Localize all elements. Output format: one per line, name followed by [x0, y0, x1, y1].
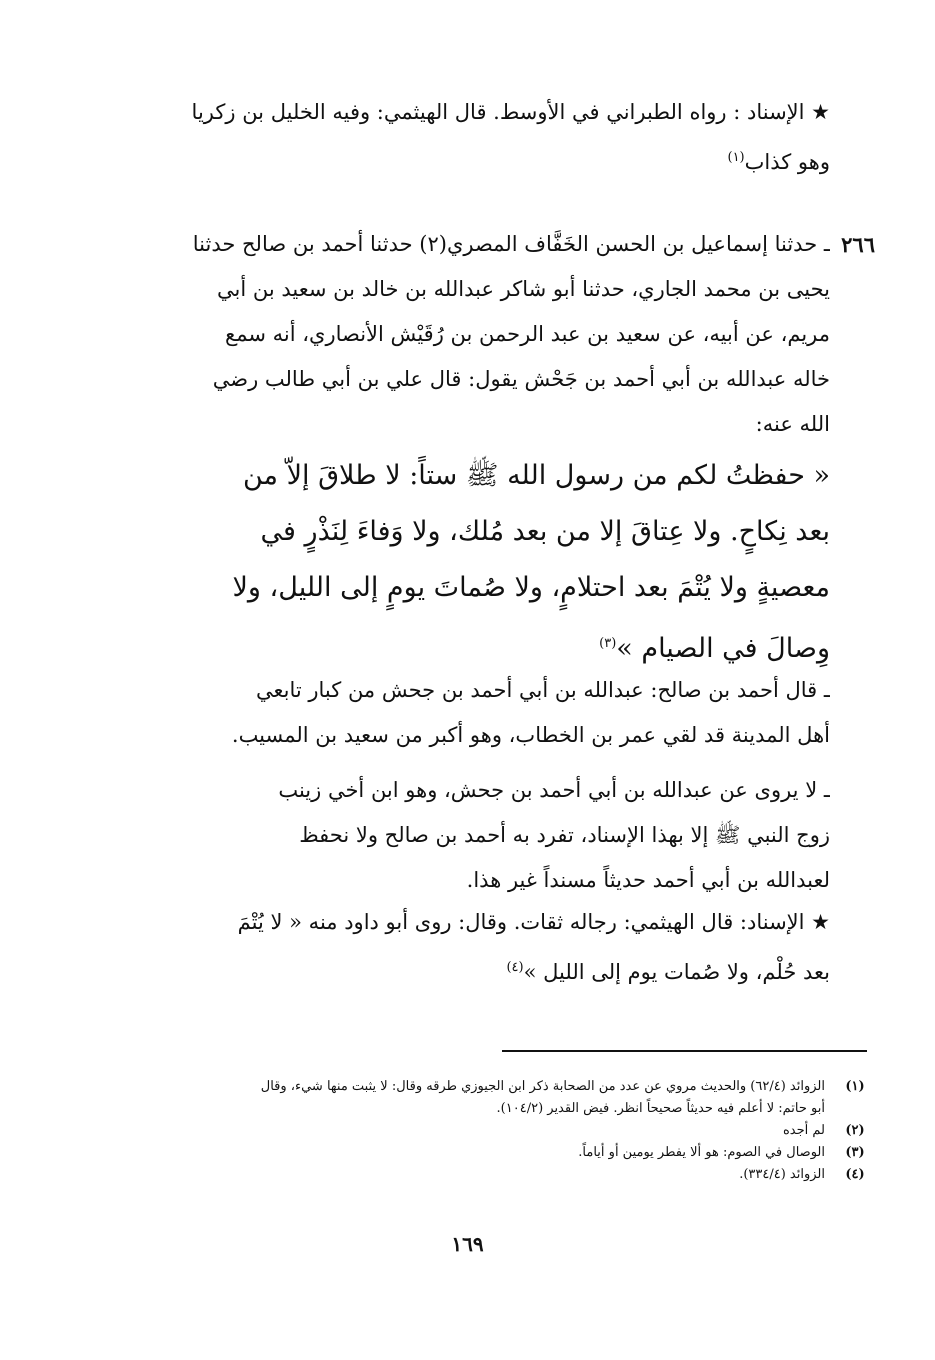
- commentary-1: [130, 668, 830, 758]
- isnad-1-line-1: ★ الإسناد : رواه الطبراني في الأوسط. قال الهيثمي: وفيه الخليل بن زكريا: [191, 100, 830, 124]
- isnad-2-line-1: ★ الإسناد: قال الهيثمي: رجاله ثقات. وقال: روى أبو داود منه « لا يُتْمَ: [237, 910, 830, 934]
- footnote-1-text: الزوائد (٦٢/٤) والحديث مروي عن عدد من الصحابة ذكر ابن الجيوزي طرقه وقال: لا يثبت منها شيء، وقال: [260, 1079, 825, 1094]
- footnote-1: [85, 1076, 875, 1120]
- isnad-1-line-2-text: وهو كذاب: [744, 150, 830, 174]
- footnote-4: [85, 1164, 875, 1186]
- hadith-chain-line-5: الله عنه:: [755, 412, 830, 436]
- footnote-2-number: (٢): [845, 1123, 865, 1138]
- isnad-1-line-2: [130, 135, 830, 185]
- footnote-2: [85, 1120, 875, 1142]
- hadith-text-line-3: معصيةٍ ولا يُتْمَ بعد احتلامٍ، ولا صُماتَ يومٍ إلى الليل، ولا: [232, 572, 830, 603]
- hadith-text-line-2: بعد نِكاحٍ. ولا عِتاقَ إلا من بعد مُلك، ولا وَفاءَ لِنَذْرٍ في: [260, 516, 830, 547]
- footnote-ref-1: (١): [727, 150, 745, 165]
- isnad-note-2: [130, 900, 830, 995]
- hadith-chain-line-4: خاله عبدالله بن أبي أحمد بن جَحْش يقول: قال علي بن أبي طالب رضي: [212, 367, 830, 391]
- footnote-1-number: (١): [845, 1079, 865, 1094]
- footnote-3: [85, 1142, 875, 1164]
- page-number: ١٦٩: [451, 1232, 484, 1256]
- footnotes: [85, 1076, 875, 1186]
- hadith-chain: [130, 222, 830, 447]
- footnote-1-continuation: أبو حاتم: لا أعلم فيه حديثاً صحيحاً انظر. فيض القدير (١٠٤/٢).: [496, 1101, 825, 1116]
- hadith-text-line-4-text: وِصالَ في الصيام »: [616, 633, 830, 664]
- footnote-ref-4: (٤): [506, 960, 524, 975]
- commentary-2-line-1: ـ لا يروى عن عبدالله بن أبي أحمد بن جحش، وهو ابن أخي زينب: [278, 778, 830, 802]
- footnote-ref-3: (٣): [599, 636, 617, 651]
- footnote-4-number: (٤): [845, 1167, 865, 1182]
- footnote-3-number: (٣): [845, 1145, 865, 1160]
- hadith-text: [130, 448, 830, 677]
- hadith-number: ٢٦٦: [841, 232, 875, 257]
- hadith-chain-line-3: مريم، عن أبيه، عن سعيد بن عبد الرحمن بن رُقَيْش الأنصاري، أنه سمع: [225, 322, 830, 346]
- hadith-chain-line-1: ـ حدثنا إسماعيل بن الحسن الخَفَّاف المصري(٢) حدثنا أحمد بن صالح حدثنا: [192, 232, 830, 256]
- footnote-3-text: الوصال في الصوم: هو ألا يفطر يومين أو أياماً.: [578, 1145, 825, 1160]
- footnote-separator: [502, 1050, 867, 1052]
- footnote-4-text: الزوائد (٣٣٤/٤).: [739, 1167, 825, 1182]
- hadith-chain-line-2: يحيى بن محمد الجاري، حدثنا أبو شاكر عبدالله بن خالد بن سعيد بن أبي: [217, 277, 830, 301]
- commentary-2-line-3: لعبدالله بن أبي أحمد حديثاً مسنداً غير هذا.: [466, 868, 830, 892]
- isnad-2-line-2-text: بعد حُلْم، ولا صُمات يوم إلى الليل »: [523, 960, 830, 984]
- commentary-2-line-2: زوج النبي ﷺ إلا بهذا الإسناد، تفرد به أحمد بن صالح ولا نحفظ: [299, 823, 830, 847]
- isnad-2-line-2: [130, 945, 830, 995]
- isnad-note-1: [130, 90, 830, 185]
- hadith-text-line-1: « حفظتُ لكم من رسول الله ﷺ ستاً: لا طلاقَ إلاّ من: [243, 460, 830, 491]
- footnote-2-text: لم أجده: [782, 1123, 825, 1138]
- commentary-2: [130, 768, 830, 903]
- commentary-1-line-2: أهل المدينة قد لقي عمر بن الخطاب، وهو أكبر من سعيد بن المسيب.: [231, 723, 830, 747]
- commentary-1-line-1: ـ قال أحمد بن صالح: عبدالله بن أبي أحمد بن جحش من كبار تابعي: [256, 678, 830, 702]
